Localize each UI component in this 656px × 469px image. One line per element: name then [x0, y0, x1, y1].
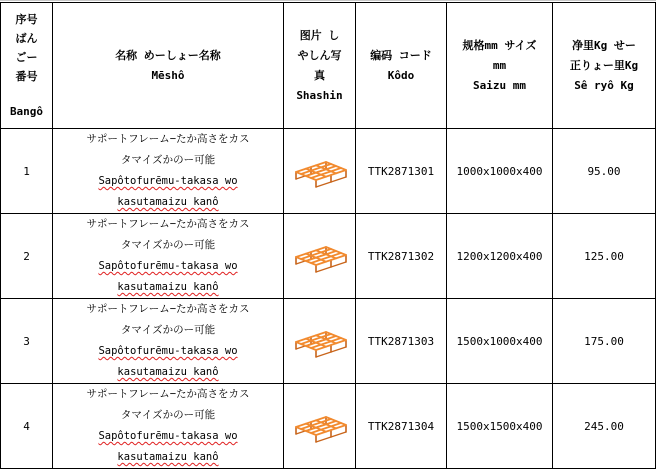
product-name-ja: サポートフレーム−たか高さをカス: [86, 218, 250, 230]
header-weight-line: Sê ryô Kg: [574, 78, 634, 92]
table-row: [1, 384, 656, 469]
header-number-line: [1, 86, 52, 102]
product-code: TTK2871304: [356, 384, 447, 469]
product-size: 1500x1000x400: [447, 299, 553, 384]
product-weight: 125.00: [553, 214, 656, 299]
header-code-line: Kôdo: [387, 68, 415, 82]
product-size: 1000x1000x400: [447, 129, 553, 214]
header-number-line: 番号: [15, 70, 38, 83]
product-size: 1200x1200x400: [447, 214, 553, 299]
header-photo: [284, 3, 356, 129]
header-photo-line: 真: [314, 68, 325, 82]
table-row: [1, 299, 656, 384]
product-name-ja: サポートフレーム−たか高さをカス: [86, 303, 250, 315]
top-rule: [0, 0, 656, 1]
pallet-frame-image: [292, 239, 348, 273]
product-photo: [284, 384, 356, 469]
header-photo-line: やしん写: [297, 48, 342, 62]
product-name-romaji: Sapôtofurēmu-takasa wo: [98, 260, 238, 272]
header-code-line: 编码 コード: [370, 48, 432, 62]
product-photo: [284, 214, 356, 299]
product-weight: 245.00: [553, 384, 656, 469]
pallet-frame-image: [292, 154, 348, 188]
product-code: TTK2871302: [356, 214, 447, 299]
table-row: [1, 129, 656, 214]
product-name: [53, 129, 284, 214]
product-name-romaji: kasutamaizu kanô: [117, 451, 219, 463]
header-number: [1, 3, 53, 129]
product-name-ja: タマイズかのー可能: [120, 324, 216, 336]
header-number-line: ごー: [15, 51, 38, 64]
product-name-romaji: kasutamaizu kanô: [117, 366, 219, 378]
product-name-ja: タマイズかのー可能: [120, 239, 216, 251]
product-code: TTK2871303: [356, 299, 447, 384]
product-spec-table: [0, 2, 656, 469]
product-name: [53, 384, 284, 469]
header-photo-line: Shashin: [296, 88, 343, 102]
product-name: [53, 299, 284, 384]
product-name-romaji: Sapôtofurēmu-takasa wo: [98, 345, 238, 357]
header-size-line: Saizu mm: [473, 78, 526, 92]
product-photo: [284, 129, 356, 214]
product-name-ja: サポートフレーム−たか高さをカス: [86, 388, 250, 400]
header-size-line: mm: [492, 58, 507, 72]
row-number: 3: [1, 299, 53, 384]
header-name-line: 名称 めーしょー名称: [115, 48, 221, 62]
product-weight: 95.00: [553, 129, 656, 214]
header-number-line: Bangô: [9, 105, 44, 118]
header-name: [53, 3, 284, 129]
product-name: [53, 214, 284, 299]
product-name-ja: タマイズかのー可能: [120, 409, 216, 421]
product-name-ja: サポートフレーム−たか高さをカス: [86, 133, 250, 145]
product-name-romaji: kasutamaizu kanô: [117, 196, 219, 208]
table-row: [1, 214, 656, 299]
row-number: 2: [1, 214, 53, 299]
header-row: [1, 3, 656, 129]
header-weight-line: 净里Kg せー: [572, 38, 636, 52]
header-size-line: 规格mm サイズ: [462, 38, 537, 52]
pallet-frame-image: [292, 409, 348, 443]
header-weight: [553, 3, 656, 129]
row-number: 1: [1, 129, 53, 214]
product-code: TTK2871301: [356, 129, 447, 214]
header-number-line: 序号: [15, 13, 38, 26]
pallet-frame-image: [292, 324, 348, 358]
product-name-ja: タマイズかのー可能: [120, 154, 216, 166]
product-name-romaji: Sapôtofurēmu-takasa wo: [98, 175, 238, 187]
row-number: 4: [1, 384, 53, 469]
product-name-romaji: Sapôtofurēmu-takasa wo: [98, 430, 238, 442]
header-code: [356, 3, 447, 129]
header-weight-line: 正りょー里Kg: [569, 58, 639, 72]
product-name-romaji: kasutamaizu kanô: [117, 281, 219, 293]
header-number-line: ばん: [15, 32, 38, 45]
product-photo: [284, 299, 356, 384]
product-size: 1500x1500x400: [447, 384, 553, 469]
header-photo-line: 图片 し: [299, 28, 340, 42]
header-size: [447, 3, 553, 129]
header-name-line: Mēshô: [151, 68, 185, 82]
product-weight: 175.00: [553, 299, 656, 384]
